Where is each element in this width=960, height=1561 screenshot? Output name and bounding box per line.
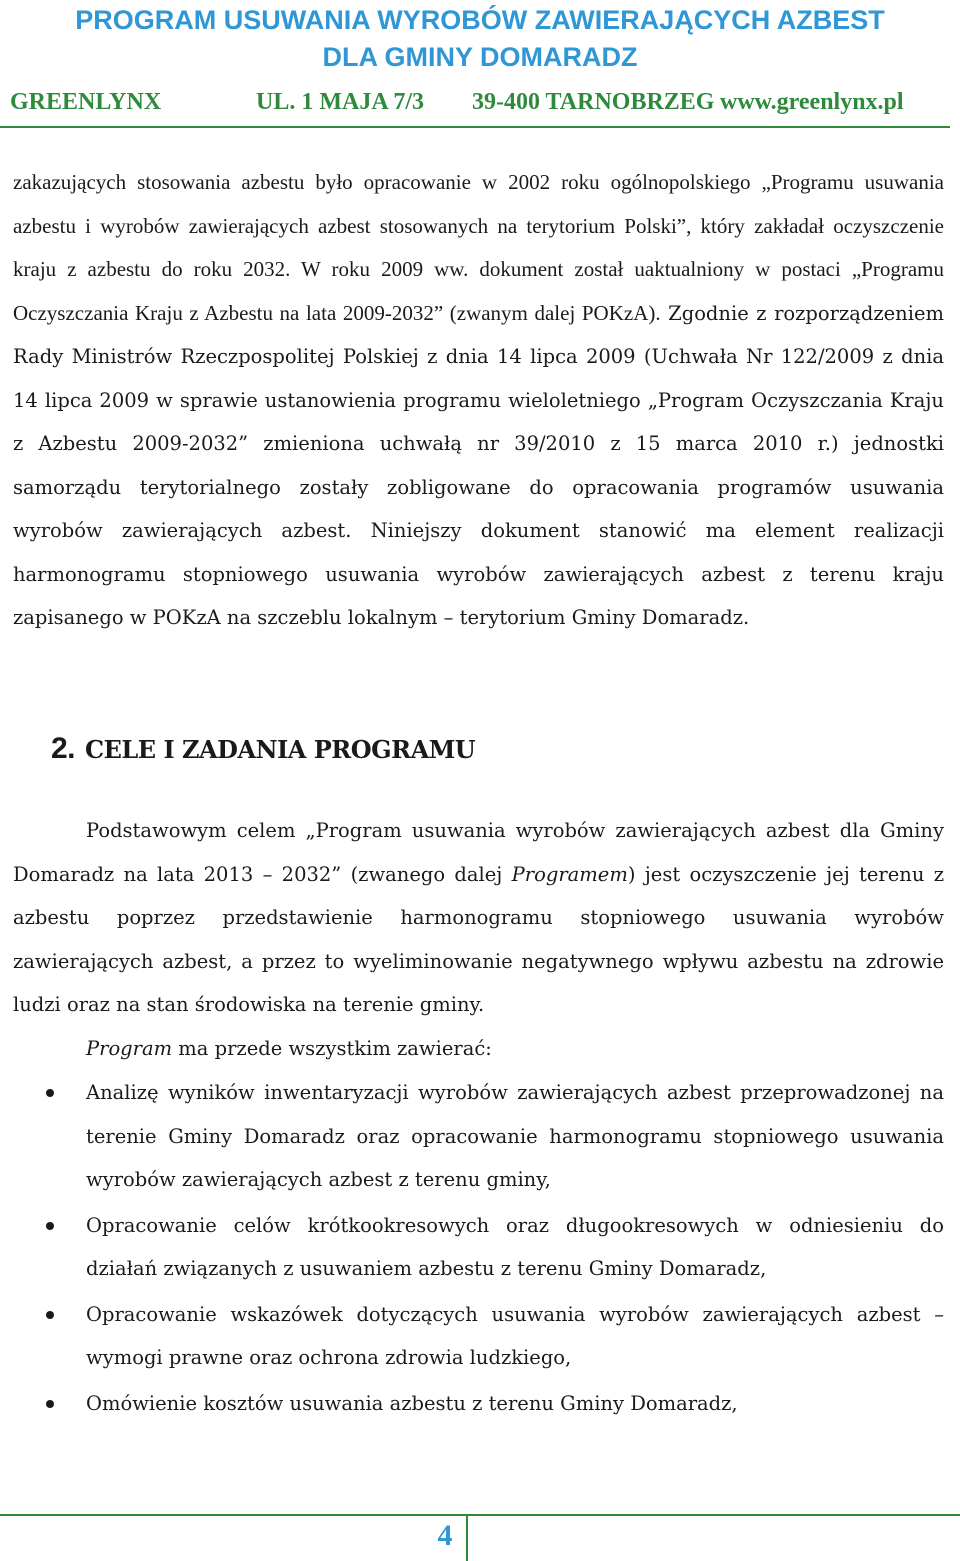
header-divider (0, 126, 950, 128)
list-item-text: Opracowanie celów krótkookresowych oraz długookresowych w odniesieniu do działań związanych z usuwaniem azbestu z terenu Gminy Domaradz, (86, 1213, 944, 1280)
bullet-icon (46, 1400, 54, 1408)
page-number: 4 (437, 1519, 453, 1552)
contents-list (0, 1071, 960, 1427)
goal-paragraph-start: Podstawowym celem „Program usuwania wyrobów zawierających azbest dla Gminy Domaradz na lata 2013 – 2032” (zwanego dalej (13, 819, 944, 886)
list-item (86, 1293, 944, 1382)
list-item-text: Omówienie kosztów usuwania azbestu z terenu Gminy Domaradz, (86, 1391, 738, 1415)
street-address: UL. 1 MAJA 7/3 (256, 89, 424, 115)
list-item (86, 1071, 944, 1204)
bullet-icon (46, 1222, 54, 1230)
goal-paragraph-end: ) jest oczyszczenie jej terenu z azbestu poprzez przedstawienie harmonogramu stopniowego usuwania wyrobów zawierających azbest, a przez to wyeliminowanie negatywnego wpływu azbestu na zdrowie ludzi oraz na stan środowiska na terenie gminy. (13, 862, 945, 1016)
list-item-text: Analizę wyników inwentaryzacji wyrobów zawierających azbest przeprowadzonej na terenie Gminy Domaradz oraz opracowanie harmonogramu stopniowego usuwania wyrobów zawierających azbest z terenu gminy, (86, 1081, 944, 1191)
intro-paragraph-part-1: zakazujących stosowania azbestu było opracowanie w 2002 roku ogólnopolskiego „Programu usuwania azbestu i wyrobów zawierających azbest stosowanych na terytorium Polski”, który zakładał oczyszczenie kraju z azbestu do roku 2032. W roku 2009 ww. dokument został uaktualniony w postaci „Programu Oczyszczania Kraju z Azbestu na lata 2009-2032” (zwanym dalej POKzA). (13, 170, 944, 325)
list-item (86, 1204, 944, 1293)
contents-intro (86, 1027, 944, 1071)
list-item-text: Opracowanie wskazówek dotyczących usuwania wyrobów zawierających azbest – wymogi prawne oraz ochrona zdrowia ludzkiego, (86, 1302, 944, 1369)
goal-paragraph-italic: Programem (511, 862, 628, 886)
footer-divider (0, 1514, 960, 1516)
bullet-icon (46, 1089, 54, 1097)
section-number: 2. (51, 732, 76, 765)
footer-vertical-divider (466, 1514, 468, 1561)
goal-paragraph (13, 809, 944, 1027)
intro-paragraph (13, 161, 944, 640)
city-address: 39-400 TARNOBRZEG (472, 89, 715, 115)
section-title: CELE I ZADANIA PROGRAMU (85, 735, 476, 764)
page-header (0, 0, 960, 126)
contact-line (10, 89, 950, 125)
contents-intro-italic: Program (86, 1037, 173, 1060)
bullet-icon (46, 1311, 54, 1319)
website-link[interactable]: www.greenlynx.pl (720, 89, 904, 115)
list-item (86, 1382, 944, 1428)
contents-intro-rest: ma przede wszystkim zawierać: (172, 1037, 492, 1060)
intro-paragraph-part-2: Zgodnie z rozporządzeniem Rady Ministrów Rzeczpospolitej Polskiej z dnia 14 lipca 2009 (Uchwała Nr 122/2009 z dnia 14 lipca 2009 w sprawie ustanowienia programu wieloletniego „Program Oczyszczania Kraju z Azbestu 2009-2032” zmieniona uchwałą nr 39/2010 z 15 marca 2010 r.) jednostki samorządu terytorialnego zostały zobligowane do opracowania programów usuwania wyrobów zawierających azbest. Niniejszy dokument stanowić ma element realizacji harmonogramu stopniowego usuwania wyrobów zawierających azbest z terenu kraju zapisanego w POKzA na szczeblu lokalnym – terytorium Gminy Domaradz. (13, 301, 944, 629)
document-title-line-1: PROGRAM USUWANIA WYROBÓW ZAWIERAJĄCYCH AZBEST (75, 5, 885, 35)
document-title-line-2: DLA GMINY DOMARADZ (322, 42, 638, 72)
section-heading (51, 732, 475, 766)
company-name: GREENLYNX (10, 89, 162, 115)
